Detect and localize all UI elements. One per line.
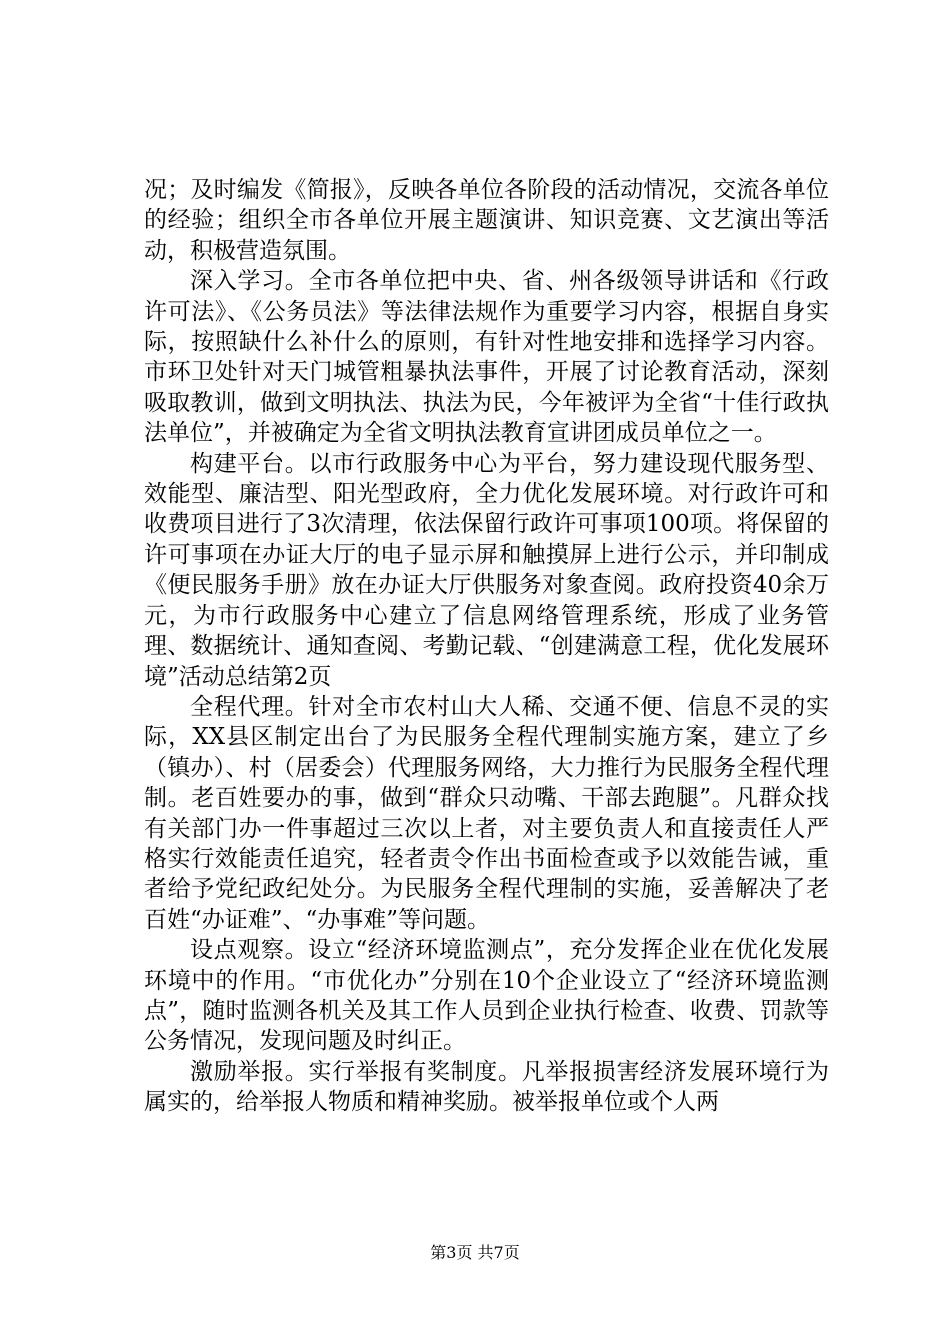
paragraph-observation-points: 设点观察。设立“经济环境监测点”，充分发挥企业在优化发展环境中的作用。“市优化办”分别在10个企业设立了“经济环境监测点”，随时监测各机关及其工作人员到企业执行检查、收费、罚款等公务情况，发现问题及时纠正。 <box>144 937 829 1055</box>
paragraph-full-agency: 全程代理。针对全市农村山大人稀、交通不便、信息不灵的实际，XX县区制定出台了为民服务全程代理制实施方案，建立了乡（镇办）、村（居委会）代理服务网络，大力推行为民服务全程代理制。老百姓要办的事，做到“群众只动嘴、干部去跑腿”。凡群众找有关部门办一件事超过三次以上者，对主要负责人和直接责任人严格实行效能责任追究，轻者责令作出书面检查或予以效能告诫，重者给予党纪政纪处分。为民服务全程代理制的实施，妥善解决了老百姓“办证难”、“办事难”等问题。 <box>144 693 829 933</box>
paragraph-reporting-rewards: 激励举报。实行举报有奖制度。凡举报损害经济发展环境行为属实的，给举报人物质和精神奖励。被举报单位或个人两 <box>144 1058 829 1116</box>
paragraph-deep-study: 深入学习。全市各单位把中央、省、州各级领导讲话和《行政许可法》、《公务员法》等法律法规作为重要学习内容，根据自身实际，按照缺什么补什么的原则，有针对性地安排和选择学习内容。市环卫处针对天门城管粗暴执法事件，开展了讨论教育活动，深刻吸取教训，做到文明执法、执法为民，今年被评为全省“十佳行政执法单位”，并被确定为全省文明执法教育宣讲团成员单位之一。 <box>144 268 829 447</box>
page-footer: 第3页 共7页 <box>430 1243 520 1262</box>
paragraph-build-platform: 构建平台。以市行政服务中心为平台，努力建设现代服务型、效能型、廉洁型、阳光型政府，全力优化发展环境。对行政许可和收费项目进行了3次清理，依法保留行政许可事项100项。将保留的许可事项在办证大厅的电子显示屏和触摸屏上进行公示，并印制成《便民服务手册》放在办证大厅供服务对象查阅。政府投资40余万元，为市行政服务中心建立了信息网络管理系统，形成了业务管理、数据统计、通知查阅、考勤记载、“创建满意工程，优化发展环境”活动总结第2页 <box>144 450 829 690</box>
document-body <box>144 175 829 1118</box>
paragraph-continuation: 况；及时编发《简报》，反映各单位各阶段的活动情况，交流各单位的经验；组织全市各单位开展主题演讲、知识竞赛、文艺演出等活动，积极营造氛围。 <box>144 177 829 264</box>
